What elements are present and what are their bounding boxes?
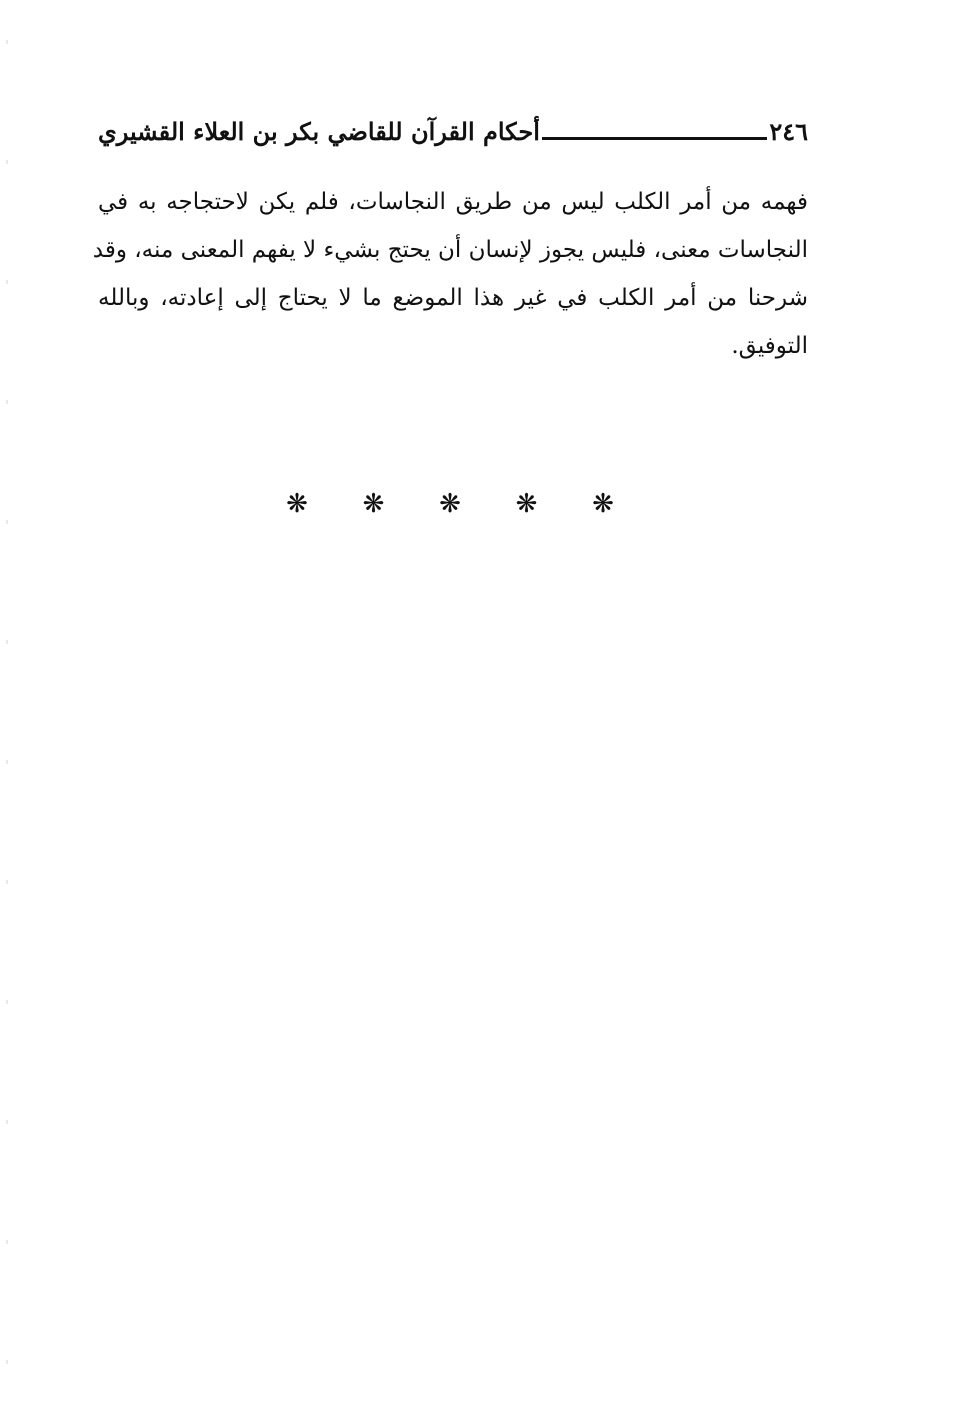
body-line: النجاسات معنى، فليس يجوز لإنسان أن يحتج بشيء لا يفهم المعنى منه، وقد <box>92 237 808 263</box>
asterism-ornament-icon: ❋ <box>515 489 538 519</box>
body-line: فهمه من أمر الكلب ليس من طريق النجاسات، فلم يكن لاحتجاجه به في <box>98 189 808 215</box>
asterism-ornament-icon: ❋ <box>362 489 385 519</box>
scan-margin-artifact <box>6 0 8 1413</box>
header-rule <box>542 137 767 140</box>
asterism-ornament-icon: ❋ <box>286 489 308 519</box>
body-line: التوفيق. <box>731 333 808 359</box>
running-header <box>98 112 808 152</box>
body-line: شرحنا من أمر الكلب في غير هذا الموضع ما لا يحتاج إلى إعادته، وبالله <box>98 285 808 311</box>
body-paragraph <box>92 178 808 370</box>
asterism-ornament-icon: ❋ <box>439 489 461 519</box>
page-number: ٢٤٦ <box>769 117 808 146</box>
section-separator <box>280 484 620 524</box>
asterism-ornament-icon: ❋ <box>592 489 614 519</box>
running-title: أحكام القرآن للقاضي بكر بن العلاء القشيري <box>98 117 540 146</box>
